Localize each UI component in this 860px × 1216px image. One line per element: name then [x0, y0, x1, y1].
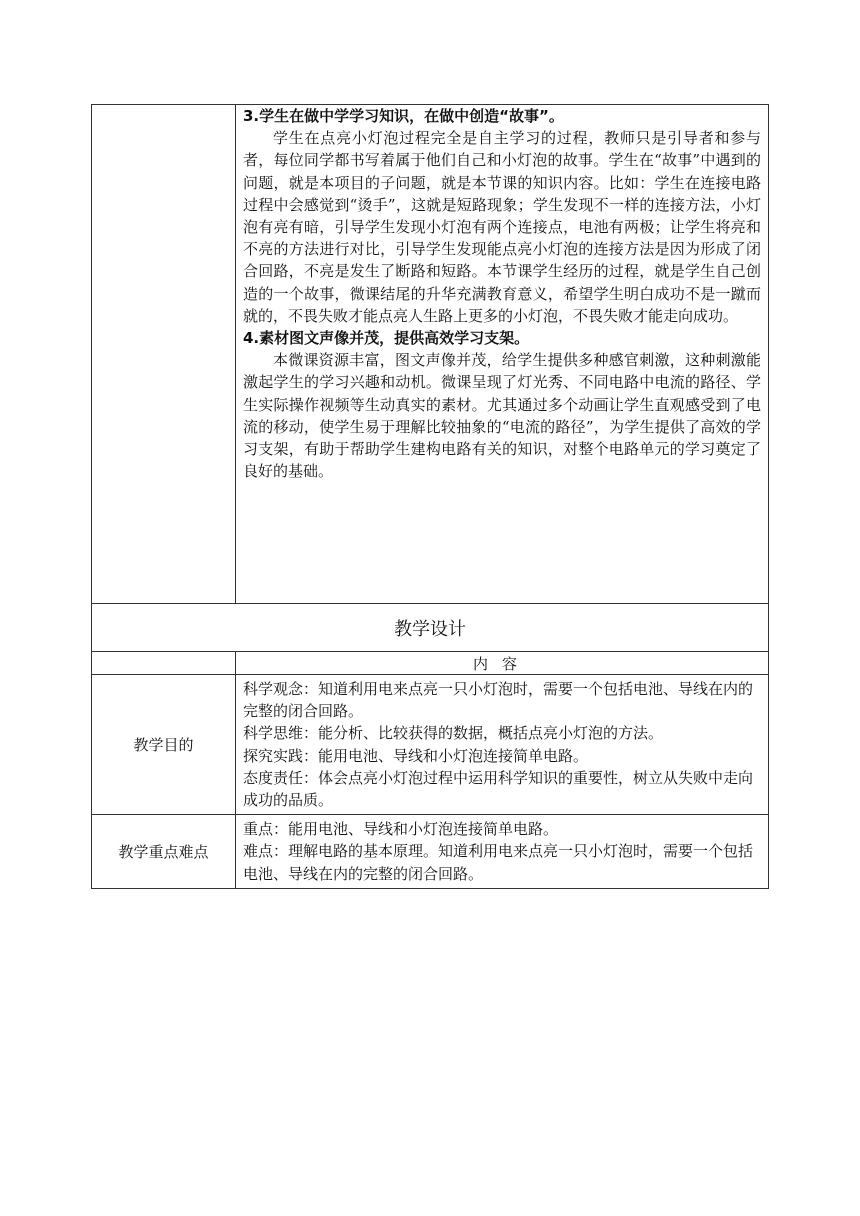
objectives-content: [236, 675, 769, 815]
item3-title: 3.学生在做中学学习知识，在做中创造“故事”。: [243, 107, 564, 125]
item3-body: 学生在点亮小灯泡过程完全是自主学习的过程，教师只是引导者和参与者，每位同学都书写着属于他们自己和小灯泡的故事。学生在“故事”中遇到的问题，就是本项目的子问题，就是本节课的知识内容。比如：学生在连接电路过程中会感觉到“烫手”，这就是短路现象；学生发现不一样的连接方法，小灯泡有亮有暗，引导学生发现小灯泡有两个连接点，电池有两极；让学生将亮和不亮的方法进行对比，引导学生发现能点亮小灯泡的连接方法是因为形成了闭合回路，不亮是发生了断路和短路。本节课学生经历的过程，就是学生自己创造的一个故事，微课结尾的升华充满教育意义，希望学生明白成功不是一蹴而就的，不畏失败才能点亮人生路上更多的小灯泡，不畏失败才能走向成功。: [243, 129, 761, 325]
item4-body: 本微课资源丰富，图文声像并茂，给学生提供多种感官刺激，这种刺激能激起学生的学习兴趣和动机。微课呈现了灯光秀、不同电路中电流的路径、学生实际操作视频等生动真实的素材。尤其通过多个动画让学生直观感受到了电流的移动，使学生易于理解比较抽象的“电流的路径”，为学生提供了高效的学习支架，有助于帮助学生建构电路有关的知识，对整个电路单元的学习奠定了良好的基础。: [243, 351, 761, 481]
content-header-row: [92, 652, 769, 675]
lesson-table: [91, 104, 769, 889]
objective-line: 科学思维：能分析、比较获得的数据，概括点亮小灯泡的方法。: [243, 724, 664, 743]
objectives-row: [92, 675, 769, 815]
keypoint-line: 难点：理解电路的基本原理。知道利用电来点亮一只小灯泡时，需要一个包括电池、导线在内的完整的闭合回路。: [243, 842, 754, 883]
keypoint-line: 重点：能用电池、导线和小灯泡连接简单电路。: [243, 820, 559, 839]
keypoints-content: [236, 815, 769, 889]
reflection-label-cell: [92, 105, 236, 604]
content-header-empty: [92, 652, 236, 675]
objectives-label: 教学目的: [92, 675, 236, 815]
design-heading: 教学设计: [92, 604, 769, 652]
keypoints-row: [92, 815, 769, 889]
content-header: 内容: [236, 652, 769, 675]
objective-line: 科学观念：知道利用电来点亮一只小灯泡时，需要一个包括电池、导线在内的完整的闭合回路。: [243, 680, 754, 721]
reflection-content-cell: [236, 105, 769, 604]
design-heading-row: [92, 604, 769, 652]
reflection-row: [92, 105, 769, 604]
objective-line: 探究实践：能用电池、导线和小灯泡连接简单电路。: [243, 746, 589, 765]
item4-title: 4.素材图文声像并茂，提供高效学习支架。: [243, 329, 530, 348]
objective-line: 态度责任：体会点亮小灯泡过程中运用科学知识的重要性，树立从失败中走向成功的品质。: [243, 768, 754, 810]
keypoints-label: 教学重点难点: [92, 815, 236, 889]
